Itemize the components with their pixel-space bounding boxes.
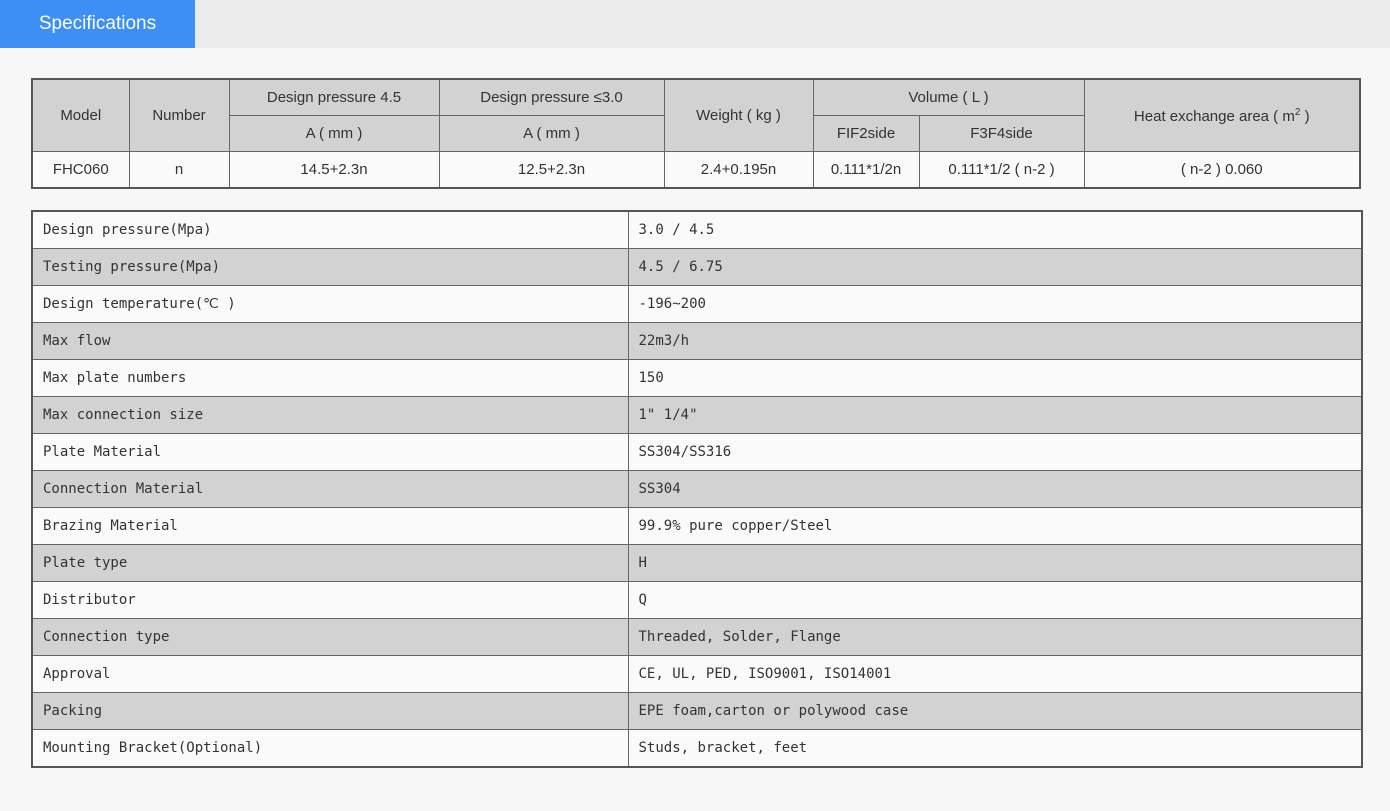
property-value: 22m3/h <box>628 323 1362 360</box>
property-label: Testing pressure(Mpa) <box>32 249 628 286</box>
cell-heat-area: ( n-2 ) 0.060 <box>1084 152 1360 189</box>
header-design-pressure-45: Design pressure 4.5 <box>229 79 439 116</box>
property-label: Connection type <box>32 619 628 656</box>
property-row <box>32 508 1362 545</box>
header-heat-exchange-area <box>1084 79 1360 152</box>
properties-table <box>31 210 1363 768</box>
property-row <box>32 730 1362 768</box>
tab-bar <box>0 0 1390 48</box>
cell-volume-f3f4: 0.111*1/2 ( n-2 ) <box>919 152 1084 189</box>
property-label: Connection Material <box>32 471 628 508</box>
cell-weight: 2.4+0.195n <box>664 152 813 189</box>
property-row <box>32 693 1362 730</box>
property-row <box>32 545 1362 582</box>
property-label: Plate type <box>32 545 628 582</box>
property-row <box>32 656 1362 693</box>
header-a-mm-45: A ( mm ) <box>229 116 439 152</box>
cell-a-45: 14.5+2.3n <box>229 152 439 189</box>
header-f3f4side: F3F4side <box>919 116 1084 152</box>
property-value: 1" 1/4" <box>628 397 1362 434</box>
property-label: Max plate numbers <box>32 360 628 397</box>
property-value: CE, UL, PED, ISO9001, ISO14001 <box>628 656 1362 693</box>
cell-number: n <box>129 152 229 189</box>
property-row <box>32 582 1362 619</box>
header-volume: Volume ( L ) <box>813 79 1084 116</box>
property-row <box>32 434 1362 471</box>
property-value: 150 <box>628 360 1362 397</box>
property-label: Mounting Bracket(Optional) <box>32 730 628 768</box>
heat-exchange-area-label: Heat exchange area ( m <box>1133 107 1295 125</box>
property-row <box>32 471 1362 508</box>
property-label: Max connection size <box>32 397 628 434</box>
property-value: 3.0 / 4.5 <box>628 211 1362 249</box>
property-row <box>32 360 1362 397</box>
property-value: SS304 <box>628 471 1362 508</box>
property-row <box>32 323 1362 360</box>
heat-exchange-area-close: ) <box>1300 107 1310 125</box>
property-row <box>32 286 1362 323</box>
specifications-table <box>31 78 1361 189</box>
header-design-pressure-30: Design pressure ≤3.0 <box>439 79 664 116</box>
header-a-mm-30: A ( mm ) <box>439 116 664 152</box>
cell-a-30: 12.5+2.3n <box>439 152 664 189</box>
property-value: EPE foam,carton or polywood case <box>628 693 1362 730</box>
property-label: Max flow <box>32 323 628 360</box>
cell-volume-f1f2: 0.111*1/2n <box>813 152 919 189</box>
property-label: Brazing Material <box>32 508 628 545</box>
property-label: Distributor <box>32 582 628 619</box>
property-value: -196~200 <box>628 286 1362 323</box>
tab-specifications[interactable]: Specifications <box>0 0 195 48</box>
property-label: Approval <box>32 656 628 693</box>
property-label: Design temperature(℃ ) <box>32 286 628 323</box>
header-model: Model <box>32 79 129 152</box>
property-value: Studs, bracket, feet <box>628 730 1362 768</box>
table-row <box>32 152 1360 189</box>
property-value: H <box>628 545 1362 582</box>
property-label: Design pressure(Mpa) <box>32 211 628 249</box>
property-value: SS304/SS316 <box>628 434 1362 471</box>
property-label: Packing <box>32 693 628 730</box>
property-value: Threaded, Solder, Flange <box>628 619 1362 656</box>
property-value: Q <box>628 582 1362 619</box>
property-row <box>32 397 1362 434</box>
header-number: Number <box>129 79 229 152</box>
cell-model: FHC060 <box>32 152 129 189</box>
property-row <box>32 249 1362 286</box>
property-value: 4.5 / 6.75 <box>628 249 1362 286</box>
property-value: 99.9% pure copper/Steel <box>628 508 1362 545</box>
property-row <box>32 619 1362 656</box>
header-weight: Weight ( kg ) <box>664 79 813 152</box>
heat-exchange-area-superscript: 2 <box>1294 106 1301 118</box>
property-label: Plate Material <box>32 434 628 471</box>
header-f1f2side: FIF2side <box>813 116 919 152</box>
property-row <box>32 211 1362 249</box>
